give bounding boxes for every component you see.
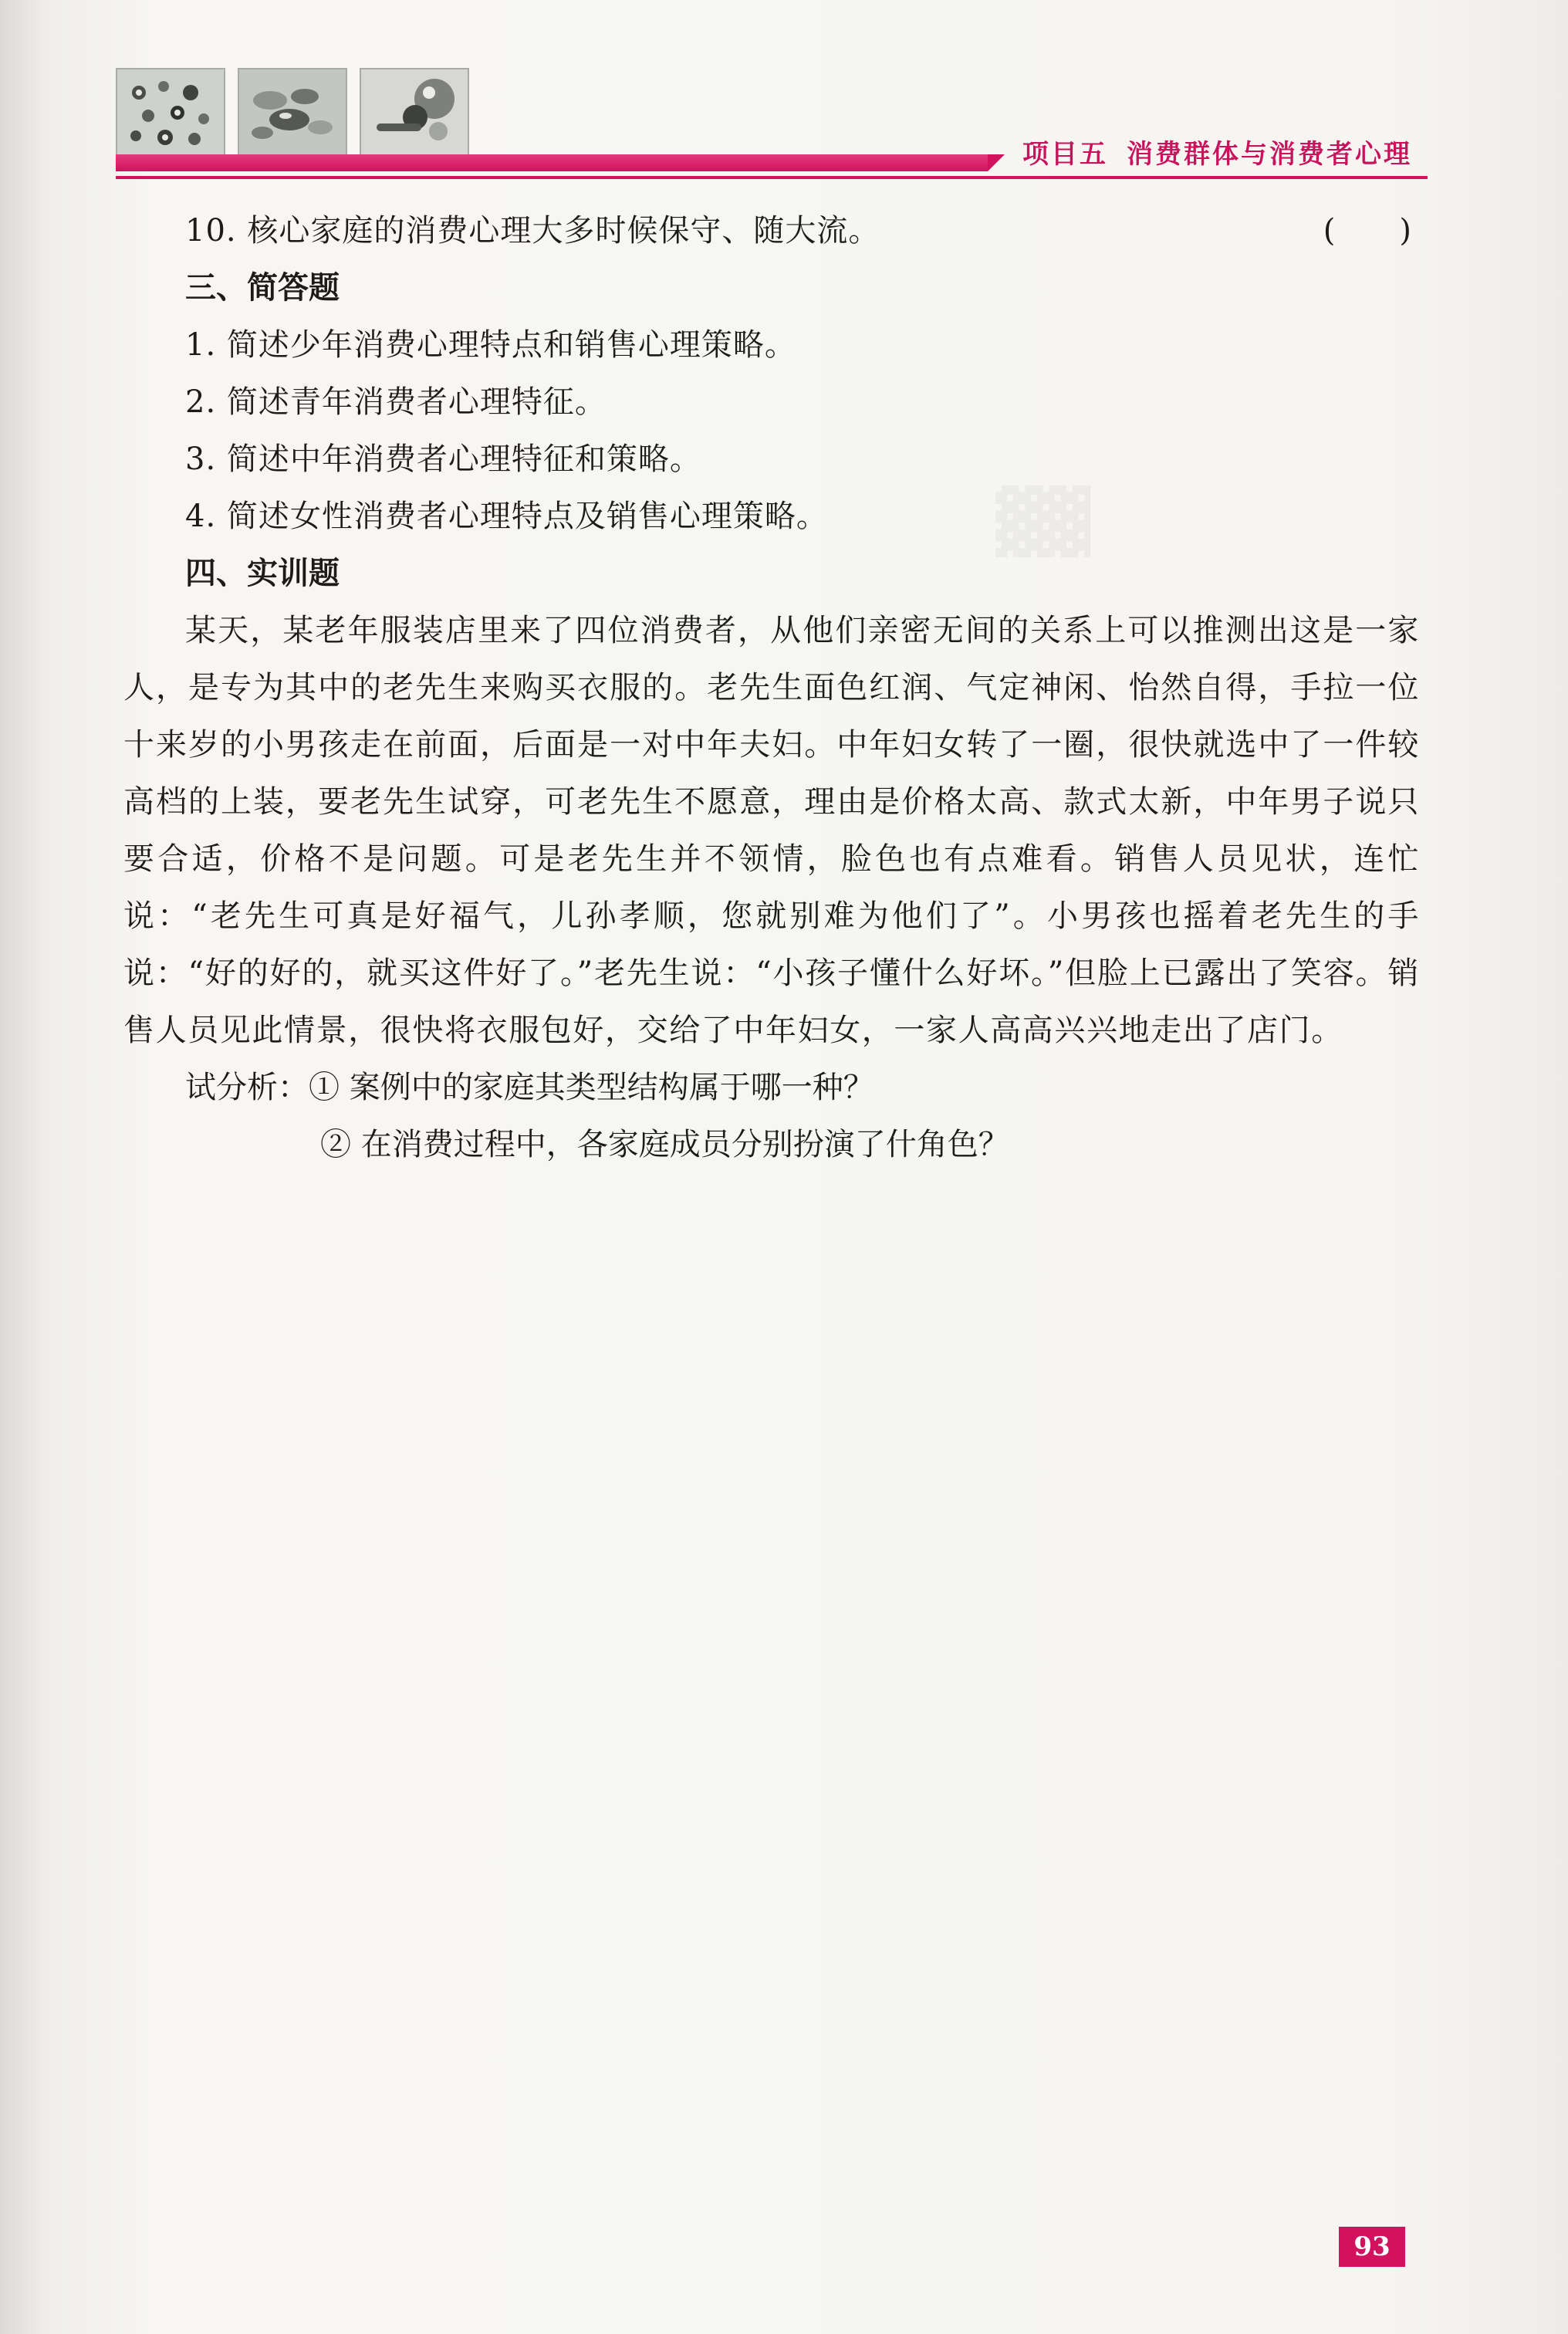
- true-false-question-10: [123, 202, 1420, 259]
- short-answer-item-1: 1. 简述少年消费心理特点和销售心理策略。: [185, 327, 796, 363]
- header-accent-bar-tip: [988, 154, 1005, 171]
- chapter-label: [1022, 133, 1412, 171]
- question-10-text: 10. 核心家庭的消费心理大多时候保守、随大流。: [185, 213, 880, 249]
- analysis-item-1: ① 案例中的家庭其类型结构属于哪一种？: [309, 1070, 874, 1105]
- short-answer-item-3: 3. 简述中年消费者心理特征和策略。: [185, 441, 701, 477]
- header-rule: [116, 176, 1428, 179]
- short-answer-item-4: 4. 简述女性消费者心理特点及销售心理策略。: [185, 499, 828, 534]
- analysis-prefix: 试分析：: [185, 1070, 309, 1105]
- page-content: [123, 202, 1420, 1173]
- thumbnail-figure-image: [360, 68, 469, 156]
- section-heading-short-answer: 三、简答题: [185, 270, 340, 306]
- thumbnail-coins-image: [116, 68, 225, 156]
- header-accent-bar: [116, 154, 988, 171]
- header-thumbnails: [116, 68, 469, 156]
- project-number: 项目五: [1022, 139, 1108, 170]
- bleed-through-mark: ▓▓: [995, 485, 1091, 557]
- page-header: [116, 62, 1428, 178]
- analysis-question-1: [123, 1059, 1420, 1116]
- case-study-paragraph: 某天，某老年服装店里来了四位消费者，从他们亲密无间的关系上可以推测出这是一家人，是专为其中的老先生来购买衣服的。老先生面色红润、气定神闲、怡然自得，手拉一位十来岁的小男孩走在前面，后面是一对中年夫妇。中年妇女转了一圈，很快就选中了一件较高档的上装，要老先生试穿，可老先生不愿意，理由是价格太高、款式太新，中年男子说只要合适，价格不是问题。可是老先生并不领情，脸色也有点难看。销售人员见状，连忙说：“老先生可真是好福气，儿孙孝顺，您就别难为他们了”。小男孩也摇着老先生的手说：“好的好的，就买这件好了。”老先生说：“小孩子懂什么好坏。”但脸上已露出了笑容。销售人员见此情景，很快将衣服包好，交给了中年妇女，一家人高高兴兴地走出了店门。: [123, 613, 1420, 1048]
- answer-bracket: ( ): [1323, 213, 1412, 249]
- analysis-item-2: ② 在消费过程中，各家庭成员分别扮演了什角色？: [320, 1127, 1009, 1162]
- thumbnail-pebbles-image: [238, 68, 347, 156]
- project-title: 消费群体与消费者心理: [1127, 139, 1412, 170]
- section-heading-practical-training: 四、实训题: [185, 556, 340, 591]
- short-answer-item-2: 2. 简述青年消费者心理特征。: [185, 384, 607, 420]
- page-number: 93: [1339, 2227, 1405, 2267]
